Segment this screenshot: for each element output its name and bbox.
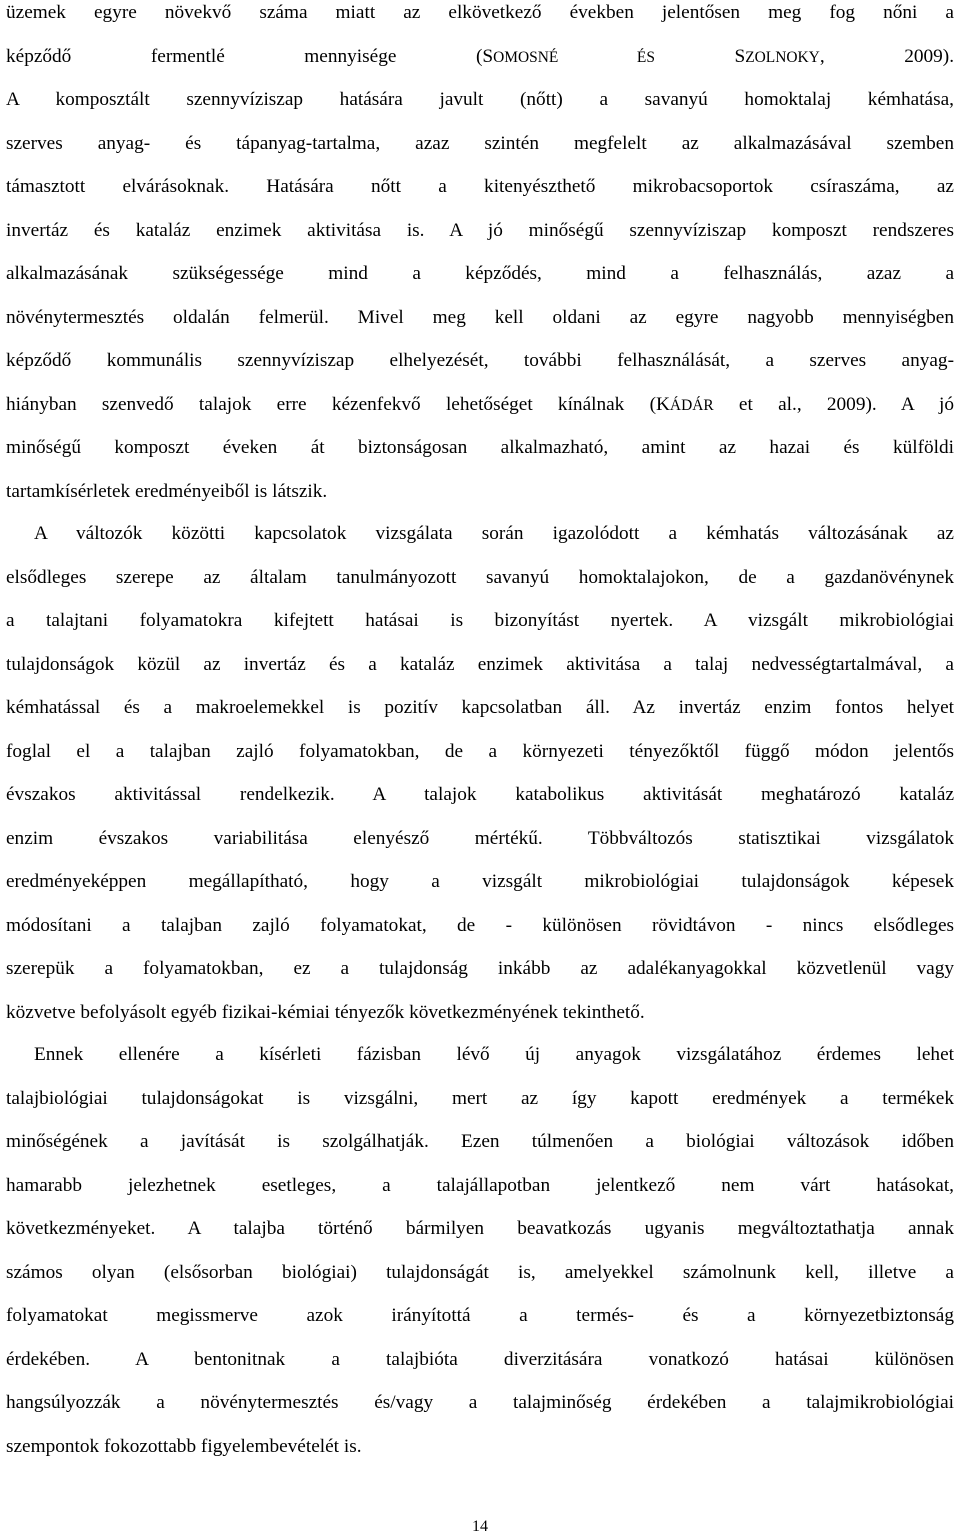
- text-run: hiányban szenvedő talajok erre kézenfekvő lehetőséget kínálnak (K: [6, 393, 670, 415]
- text-run: kémhatással és a makroelemekkel is pozitív kapcsolatban áll. Az invertáz enzim fontos helyet: [6, 697, 954, 719]
- paragraph-variable-relationships: [6, 521, 954, 1044]
- text-line: [6, 869, 954, 913]
- text-run: érdekében. A bentonitnak a talajbióta diverzitására vonatkozó hatásai különösen: [6, 1348, 954, 1370]
- text-run: képződő kommunális szennyvíziszap elhelyezését, további felhasználását, a szerves anyag-: [6, 350, 954, 372]
- text-line: [6, 261, 954, 305]
- small-caps-name: ZOLNOKY: [745, 48, 820, 66]
- text-run: , 2009).: [819, 45, 955, 67]
- text-line: [6, 1042, 954, 1086]
- text-run: elsődleges szerepe az általam tanulmányozott savanyú homoktalajokon, de a gazdanövénynek: [6, 566, 954, 588]
- text-line: [6, 1390, 954, 1434]
- text-line: [6, 565, 954, 609]
- text-line: [6, 392, 954, 436]
- text-run: enzim évszakos variabilitása elenyésző mértékű. Többváltozós statisztikai vizsgálatok: [6, 827, 954, 849]
- text-line: [6, 435, 954, 479]
- text-line: [6, 782, 954, 826]
- text-line: [6, 1086, 954, 1130]
- text-run: Ennek ellenére a kísérleti fázisban lévő új anyagok vizsgálatához érdemes lehet: [34, 1044, 954, 1065]
- text-run: évszakos aktivitással rendelkezik. A talajok katabolikus aktivitását meghatározó kataláz: [6, 784, 954, 806]
- text-line: [6, 305, 954, 349]
- text-run: szerepük a folyamatokban, ez a tulajdonság inkább az adalékanyagokkal közvetlenül vagy: [6, 958, 954, 980]
- text-run: folyamatokat megissmerve azok irányítottá a termés- és a környezetbiztonság: [6, 1305, 954, 1327]
- text-line: [6, 1216, 954, 1260]
- text-line: [6, 1129, 954, 1173]
- text-run: szempontok fokozottabb figyelembevételét is.: [6, 1435, 362, 1457]
- text-run: a talajtani folyamatokra kifejtett hatásai is bizonyítást nyertek. A vizsgált mikrobiológiai: [6, 610, 954, 632]
- text-line: [6, 652, 954, 696]
- text-run: hamarabb jelezhetnek esetleges, a talajállapotban jelentkező nem várt hatásokat,: [6, 1174, 954, 1196]
- text-line: [6, 1347, 954, 1391]
- text-run: invertáz és kataláz enzimek aktivitása is. A jó minőségű szennyvíziszap komposzt rendszeres: [6, 219, 954, 241]
- small-caps-name: ÁDÁR: [669, 396, 714, 414]
- text-run: hangsúlyozzák a növénytermesztés és/vagy a talajminőség érdekében a talajmikrobiológiai: [6, 1392, 954, 1414]
- text-run: képződő fermentlé mennyisége (S: [6, 45, 494, 67]
- text-run: üzemek egyre növekvő száma miatt az elkövetkező években jelentősen meg fog nőni a: [6, 2, 954, 23]
- text-line: [6, 608, 954, 652]
- text-line: [6, 956, 954, 1000]
- text-run: eredményeképpen megállapítható, hogy a vizsgált mikrobiológiai tulajdonságok képesek: [6, 871, 954, 893]
- text-run: számos olyan (elsősorban biológiai) tulajdonságát is, amelyekkel számolnunk kell, illetve a: [6, 1261, 954, 1283]
- small-caps-name: OMOSNÉ ÉS: [493, 48, 655, 66]
- text-line: [6, 131, 954, 175]
- text-line: [6, 913, 954, 957]
- text-line: [6, 695, 954, 739]
- text-run: foglal el a talajban zajló folyamatokban, de a környezeti tényezőktől függő módon jelentős: [6, 740, 954, 762]
- text-run: közvetve befolyásolt egyéb fizikai-kémiai tényezők következményének tekinthető.: [6, 1002, 645, 1024]
- text-line: [6, 44, 954, 88]
- text-line: [6, 1434, 954, 1478]
- text-run: szerves anyag- és tápanyag-tartalma, azaz szintén megfelelt az alkalmazásával szemben: [6, 132, 954, 154]
- paragraph-further-research: [6, 1042, 954, 1477]
- text-run: támasztott elvárásoknak. Hatására nőtt a kitenyészthető mikrobacsoportok csíraszáma, az: [6, 176, 954, 198]
- text-line: [6, 348, 954, 392]
- paragraph-compost-effects: [6, 0, 954, 523]
- text-line: [6, 521, 954, 565]
- text-line: [6, 739, 954, 783]
- text-line: [6, 1000, 954, 1044]
- text-run: következményeket. A talajba történő bármilyen beavatkozás ugyanis megváltoztathatja annak: [6, 1218, 954, 1240]
- text-line: [6, 479, 954, 523]
- text-run: A komposztált szennyvíziszap hatására javult (nőtt) a savanyú homoktalaj kémhatása,: [6, 89, 954, 111]
- text-line: [6, 218, 954, 262]
- text-line: [6, 826, 954, 870]
- text-run: minőségének a javítását is szolgálhatják. Ezen túlmenően a biológiai változások időben: [6, 1131, 954, 1153]
- text-line: [6, 1173, 954, 1217]
- text-run: minőségű komposzt éveken át biztonságosan alkalmazható, amint az hazai és külföldi: [6, 437, 954, 459]
- text-line: [6, 87, 954, 131]
- text-run: talajbiológiai tulajdonságokat is vizsgálni, mert az így kapott eredmények a termékek: [6, 1087, 954, 1109]
- text-run: alkalmazásának szükségessége mind a képződés, mind a felhasználás, azaz a: [6, 263, 954, 285]
- text-line: [6, 174, 954, 218]
- text-run: S: [654, 45, 746, 67]
- text-run: tartamkísérletek eredményeiből is látszik.: [6, 481, 328, 503]
- text-run: A változók közötti kapcsolatok vizsgálata során igazolódott a kémhatás változásának az: [34, 523, 954, 544]
- text-line: [6, 0, 954, 44]
- page-number: 14: [472, 1518, 488, 1535]
- text-run: módosítani a talajban zajló folyamatokat, de - különösen rövidtávon - nincs elsődleges: [6, 914, 954, 936]
- text-run: növénytermesztés oldalán felmerül. Mivel meg kell oldani az egyre nagyobb mennyiségben: [6, 306, 954, 328]
- text-line: [6, 1260, 954, 1304]
- text-run: tulajdonságok közül az invertáz és a kataláz enzimek aktivitása a talaj nedvességtartalmával, a: [6, 653, 954, 675]
- text-line: [6, 1303, 954, 1347]
- text-run: et al., 2009). A jó: [713, 393, 954, 415]
